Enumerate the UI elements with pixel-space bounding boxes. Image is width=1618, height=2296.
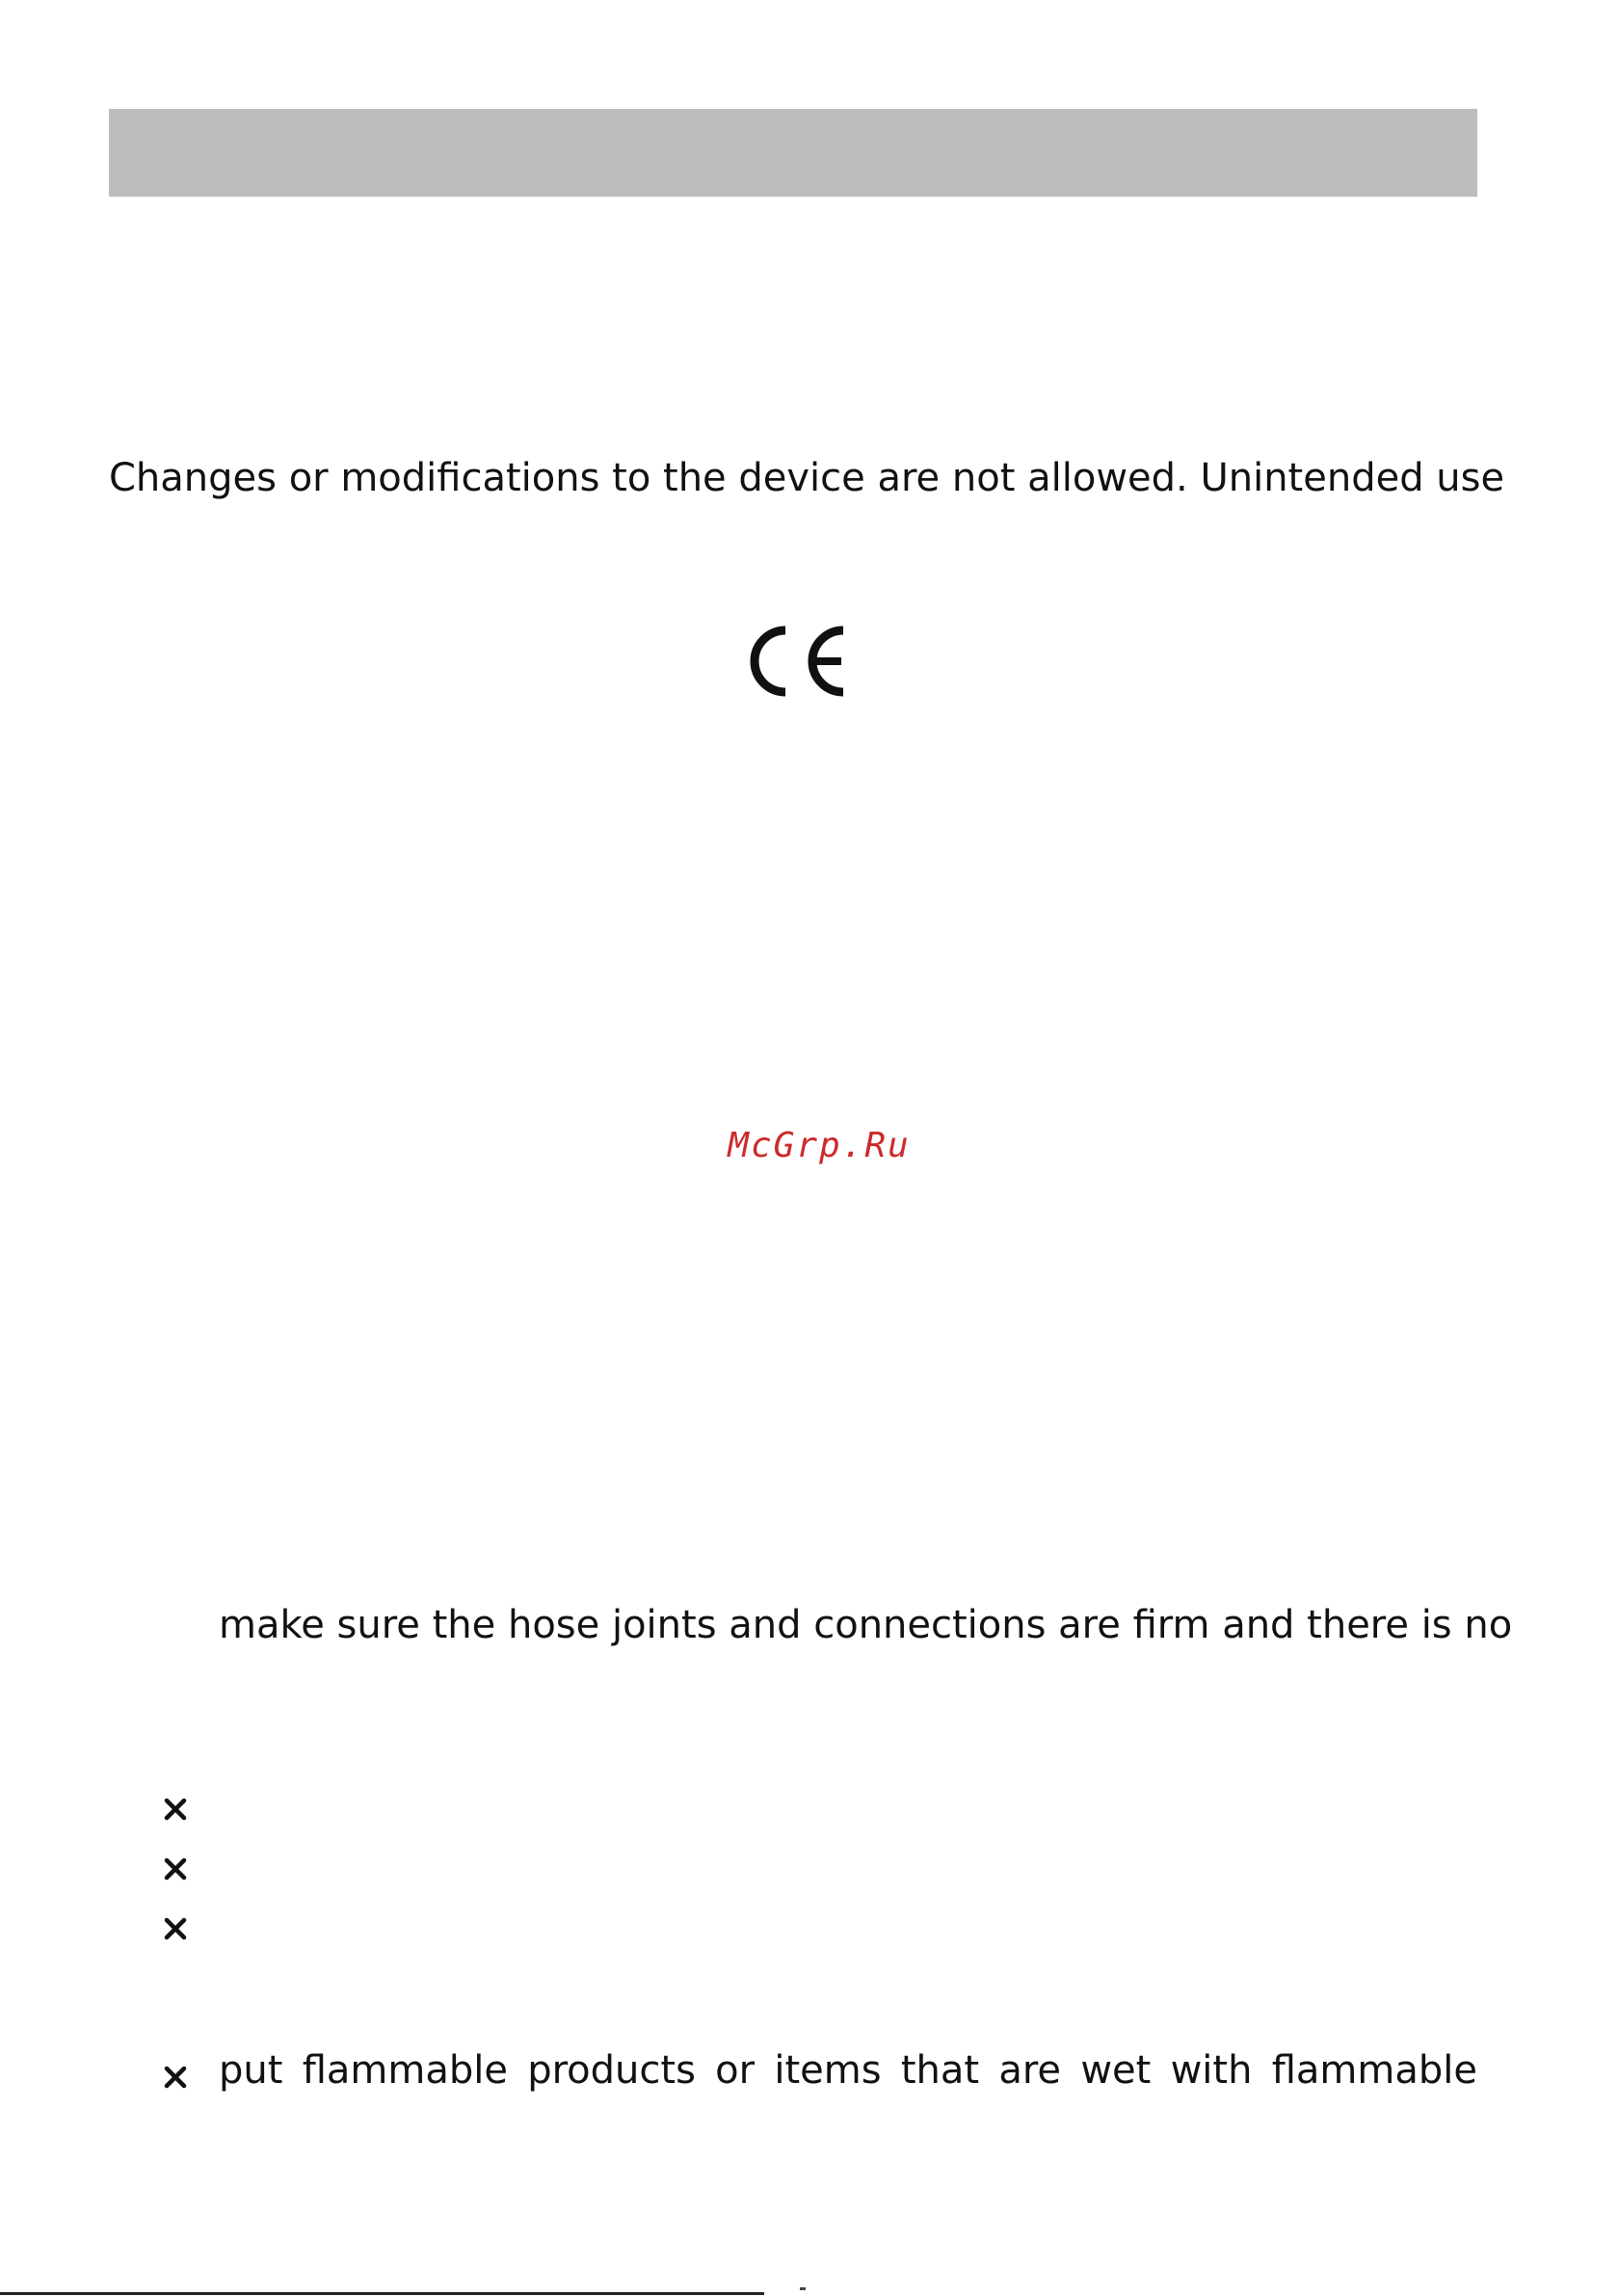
cross-bullet-icon	[162, 1915, 189, 1942]
footer-tick	[800, 2287, 806, 2290]
cross-bullet-icon	[162, 2064, 189, 2091]
paragraph-line-flammable: put flammable products or items that are wet with flammable	[219, 2048, 1477, 2093]
paragraph-line-hose-joints: make sure the hose joints and connections are firm and there is no	[219, 1603, 1513, 1647]
watermark: McGrp.Ru	[728, 1126, 911, 1165]
section-header-bar	[109, 109, 1477, 197]
cross-bullet-icon	[162, 1855, 189, 1882]
footer-rule	[0, 2292, 764, 2295]
cross-bullet-icon	[162, 1796, 189, 1823]
ce-mark-icon	[745, 623, 849, 700]
paragraph-line-modifications: Changes or modifications to the device are not allowed. Unintended use	[109, 456, 1505, 500]
